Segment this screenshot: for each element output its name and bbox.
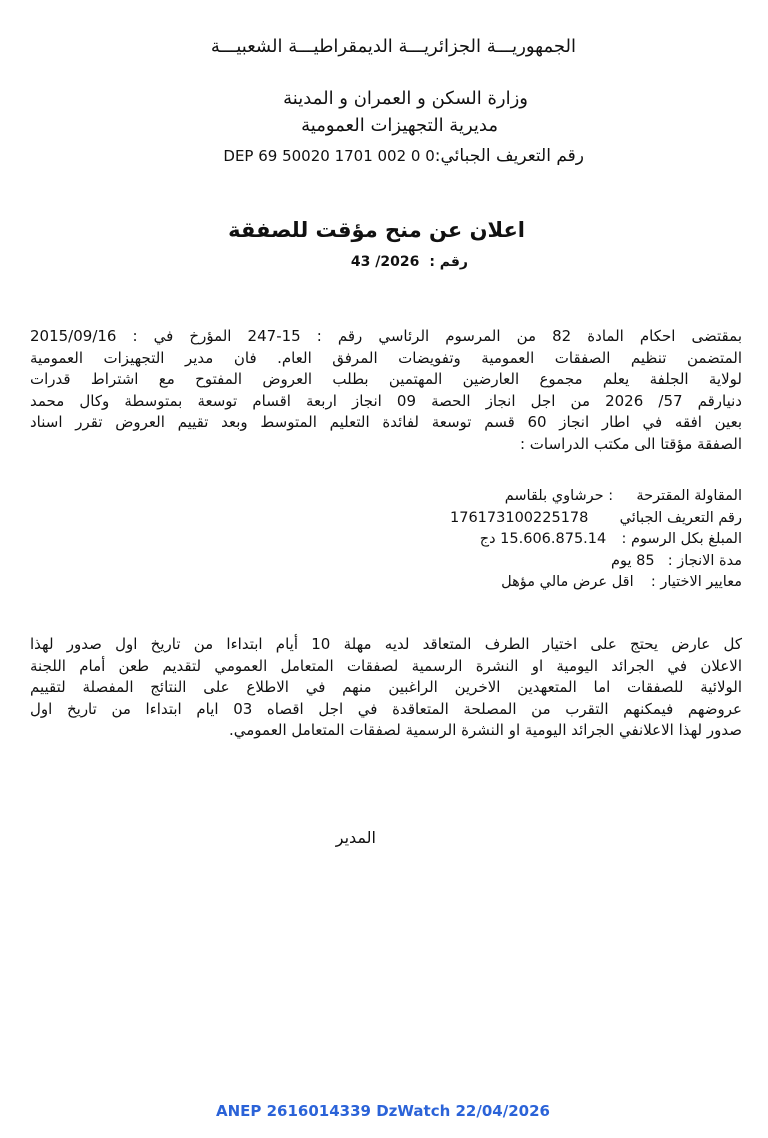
signature-title: المدير: [335, 828, 376, 847]
amount-value: 15.606.875.14 دج: [479, 531, 607, 547]
directorate-heading: مديرية التجهيزات العمومية: [301, 115, 498, 136]
paragraph-line: الاعلان في الجرائد اليومية او النشرة الرسمية لصفقات المتعامل العمومي لتقديم طعن أمام اللجنة: [30, 656, 742, 675]
paragraph-line: الصفقة مؤقتا الى مكتب الدراسات :: [519, 434, 742, 453]
criteria-label: معايير الاختيار :: [650, 574, 742, 590]
duration-row: [30, 551, 742, 573]
amount-row: [30, 529, 742, 551]
contractor-fiscal-id-row: [30, 508, 742, 530]
contractor-fiscal-id-value: 176173100225178: [450, 509, 589, 526]
criteria-row: [30, 572, 742, 594]
paragraph-line: لولاية الجلفة يعلم مجموع العارضين المهتمين بطلب العروض المفتوح مع اشتراط قدرات: [30, 370, 742, 388]
duration-value: 85 يوم: [611, 552, 655, 569]
criteria-value: اقل عرض مالي مؤهل: [501, 574, 634, 590]
paragraph-line: الولائية للصفقات اما المتعهدين الاخرين الراغبين منهم في الاطلاع على النتائج المفصلة لتقييم: [30, 678, 742, 696]
publication-footer: ANEP 2616014339 DzWatch 22/04/2026: [216, 1102, 550, 1120]
announcement-number-row: [351, 254, 468, 270]
republic-heading: الجمهوريـــة الجزائريـــة الديمقراطيـــة الشعبيـــة: [210, 36, 576, 57]
amount-label: المبلغ بكل الرسوم :: [621, 531, 742, 547]
paragraph-line: عروضهم فيمكنهم التقرب من المصلحة المتعاقدة في اجل اقصاه 03 ايام ابتداءا من تاريخ اول: [30, 699, 743, 718]
paragraph-line: صدور لهذا الاعلانفي الجرائد اليومية او النشرة الرسمية لصفقات المتعامل العمومي.: [228, 721, 742, 739]
award-details: [30, 486, 742, 594]
paragraph-line: المتضمن تنظيم الصفقات العمومية وتفويضات المرفق العام. فان مدير التجهيزات العمومية: [30, 348, 742, 367]
contractor-row: [30, 486, 742, 508]
fiscal-id-row: [223, 146, 584, 166]
fiscal-id-label: رقم التعريف الجبائي:: [434, 146, 584, 166]
contractor-fiscal-id-label: رقم التعريف الجبائي: [619, 509, 742, 526]
legal-basis-paragraph: [30, 326, 742, 455]
announcement-number-value: 43 /2026: [350, 254, 420, 270]
fiscal-id-value: DEP 69 50020 1701 002 0 0: [223, 147, 435, 165]
announcement-number-label: رقم :: [429, 254, 468, 270]
duration-label: مدة الانجاز :: [667, 552, 742, 569]
paragraph-line: بمقتضى احكام المادة 82 من المرسوم الرئاسي رقم : 15-247 المؤرخ في : 2015/09/16: [30, 327, 742, 345]
paragraph-line: دنيارقم 57/ 2026 من اجل انجاز الحصة 09 انجاز اربعة اقسام توسعة بمتوسطة وكال محمد: [30, 391, 742, 410]
contractor-value: : حرشاوي بلقاسم: [504, 488, 614, 504]
announcement-title: اعلان عن منح مؤقت للصفقة: [228, 218, 525, 242]
contractor-label: المقاولة المقترحة: [636, 488, 742, 504]
paragraph-line: كل عارض يحتج على اختيار الطرف المتعاقد لديه مهلة 10 أيام ابتداءا من تاريخ اول صدور لهذا: [30, 635, 742, 653]
appeal-paragraph: [30, 634, 742, 742]
ministry-heading: وزارة السكن و العمران و المدينة: [283, 88, 528, 109]
paragraph-line: بعين افقه في اطار انجاز 60 قسم توسعة لفائدة التعليم المتوسط وبعد تقييم العروض تقرر اسناد: [30, 413, 742, 431]
